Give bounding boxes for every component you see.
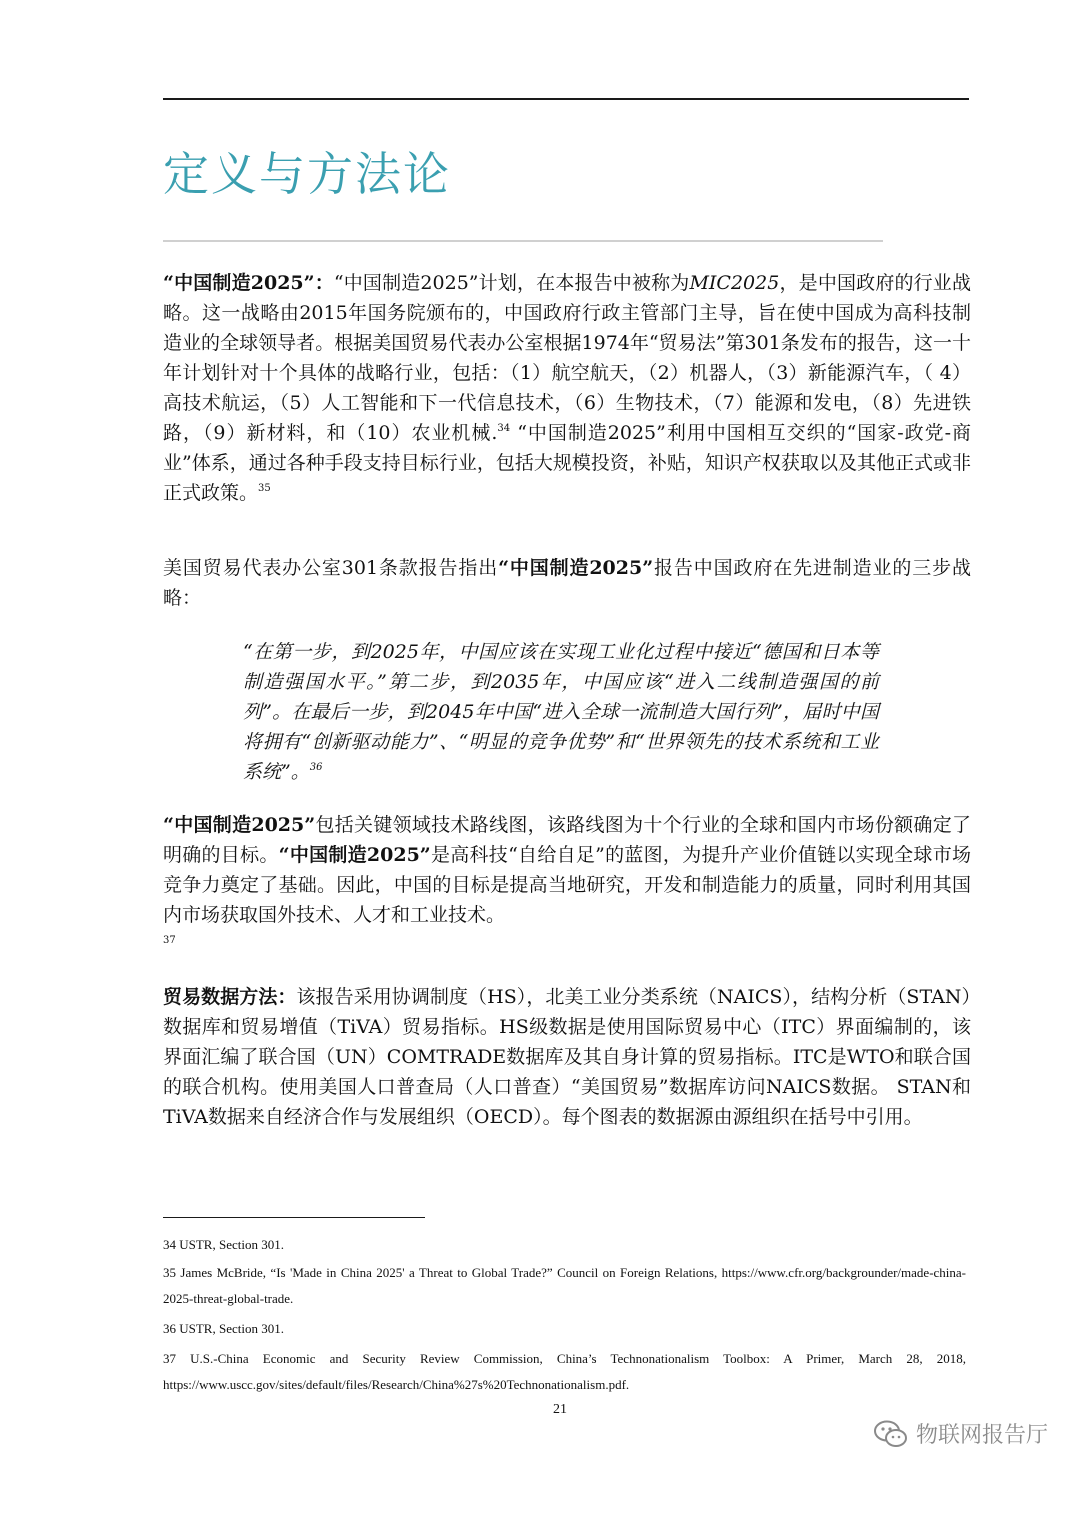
quote-text: “在第一步，到2025年，中国应该在实现工业化过程中接近“德国和日本等制造强国水平。”第二步，到2035年，中国应该“进入二线制造强国的前列”。在最后一步，到2045年中国“进入全球一流制造大国行列”，届时中国将拥有“创新驱动能力”、“明显的竞争优势”和“世界领先的技术系统和工业系统”。 bbox=[243, 641, 879, 783]
paragraph-mic2025-definition bbox=[163, 268, 971, 508]
paragraph-text: 是高科技“自给自足”的蓝图，为提升产业价值链以实现全球市场竞争力奠定了基础。因此，中国的目标是提高当地研究，开发和制造能力的质量，同时利用其国内市场获取国外技术、人才和工业技术。 bbox=[163, 844, 971, 926]
page-number: 21 bbox=[553, 1402, 567, 1417]
footnote-text[interactable]: James McBride, “Is 'Made in China 2025' a Threat to Global Trade?” Council on Foreign Relations, https://www.cfr.org/backgrounder/made-china-2025-threat-global-trade. bbox=[163, 1265, 967, 1306]
footnote-ref[interactable]: 35 bbox=[258, 483, 271, 494]
footnote bbox=[163, 1260, 966, 1312]
abbreviation: MIC2025 bbox=[689, 272, 780, 294]
page-title: 定义与方法论 bbox=[163, 147, 451, 201]
footnote-ref[interactable]: 36 bbox=[309, 762, 323, 773]
paragraph-lead: 贸易数据方法： bbox=[163, 986, 297, 1008]
paragraph-roadmap bbox=[163, 810, 971, 960]
footnote-rule bbox=[163, 1217, 425, 1218]
footnote-number: 34 bbox=[163, 1237, 176, 1252]
block-quote bbox=[243, 637, 879, 787]
paragraph-text: 报告中国政府在先进制造业的三步战略： bbox=[163, 557, 971, 609]
paragraph-lead: “中国制造2025”： bbox=[163, 272, 334, 294]
paragraph-trade-data-method bbox=[163, 982, 971, 1132]
footnote-text: USTR, Section 301. bbox=[179, 1237, 284, 1252]
paragraph-three-step bbox=[163, 553, 971, 613]
footnote-ref[interactable]: 37 bbox=[163, 935, 176, 946]
paragraph-emphasis: “中国制造2025” bbox=[278, 844, 431, 866]
footnote-text[interactable]: U.S.-China Economic and Security Review Commission, China’s Technonationalism Toolbox: A Primer, March 28, 2018, https://www.uscc.gov/sites/default/files/Research/China%27s%20Technonationalism.pdf. bbox=[163, 1351, 967, 1392]
header-rule bbox=[163, 98, 969, 100]
footnote-text: USTR, Section 301. bbox=[179, 1321, 284, 1336]
footnote bbox=[163, 1316, 966, 1342]
footnote-number: 36 bbox=[163, 1321, 176, 1336]
paragraph-text: 该报告采用协调制度（HS），北美工业分类系统（NAICS），结构分析（STAN）数据库和贸易增值（TiVA）贸易指标。HS级数据是使用国际贸易中心（ITC）界面编制的，该界面汇编了联合国（UN）COMTRADE数据库及其自身计算的贸易指标。ITC是WTO和联合国的联合机构。使用美国人口普查局（人口普查）“美国贸易”数据库访问NAICS数据。 STAN和TiVA数据来自经济合作与发展组织（OECD）。每个图表的数据源由源组织在括号中引用。 bbox=[163, 986, 971, 1128]
paragraph-emphasis: “中国制造2025” bbox=[498, 557, 654, 579]
footnote-ref[interactable]: 34 bbox=[497, 423, 511, 434]
paragraph-text: 美国贸易代表办公室301条款报告指出 bbox=[163, 557, 499, 579]
paragraph-text: “中国制造2025”利用中国相互交织的“国家-政党-商业”体系，通过各种手段支持目标行业，包括大规模投资，补贴，知识产权获取以及其他正式或非正式政策。 bbox=[163, 422, 972, 504]
paragraph-text: ，是中国政府的行业战略。这一战略由2015年国务院颁布的，中国政府行政主管部门主导，旨在使中国成为高科技制造业的全球领导者。根据美国贸易代表办公室根据1974年“贸易法”第301条发布的报告，这一十年计划针对十个具体的战略行业，包括：（1）航空航天，（2）机器人，（3）新能源汽车，（ 4）高技术航运，（5）人工智能和下一代信息技术，（6）生物技术，（7）能源和发电，（8）先进铁路，（9）新材料，和（10）农业机械. bbox=[163, 272, 971, 444]
footnote-number: 37 bbox=[163, 1351, 176, 1366]
paragraph-text: “中国制造2025”计划，在本报告中被称为 bbox=[333, 272, 690, 294]
footnote bbox=[163, 1232, 966, 1258]
footnote bbox=[163, 1346, 966, 1398]
title-underline bbox=[163, 240, 883, 242]
paragraph-emphasis: “中国制造2025” bbox=[163, 814, 316, 836]
wechat-icon bbox=[874, 1420, 908, 1448]
watermark bbox=[874, 1418, 1048, 1449]
footnote-number: 35 bbox=[163, 1265, 176, 1280]
watermark-text: 物联网报告厅 bbox=[915, 1423, 1048, 1448]
paragraph-text: 包括关键领域技术路线图，该路线图为十个行业的全球和国内市场份额确定了明确的目标。 bbox=[163, 814, 971, 866]
